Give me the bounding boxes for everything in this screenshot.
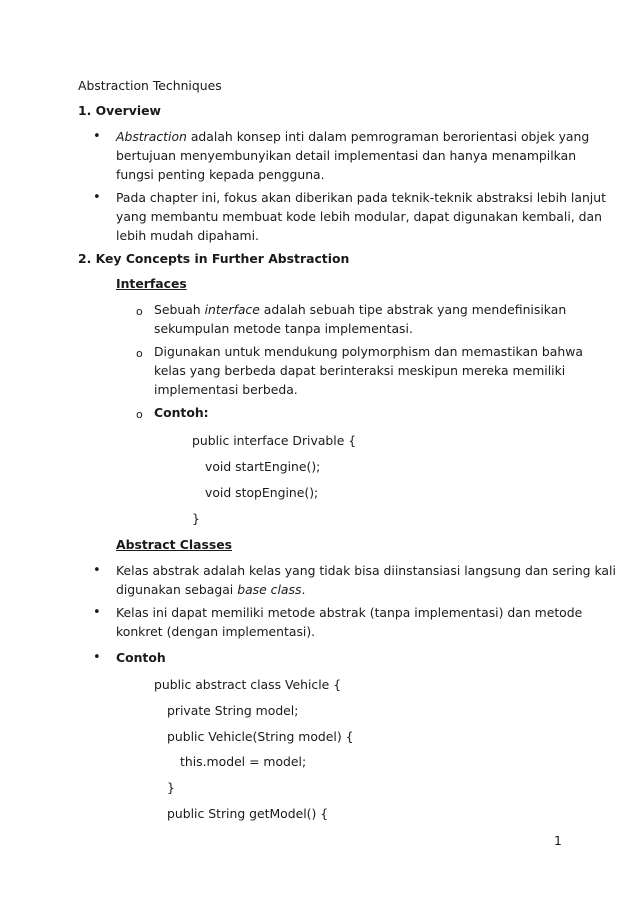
interface-bullet-1-text-b: adalah sebuah tipe abstrak yang mendefinisikan [259,302,567,317]
abstract-bullet-1-text-b: . [301,582,306,597]
interface-bullet-2-line-2: kelas yang berbeda dapat berinteraksi meskipun mereka memiliki [154,363,566,378]
code-line: void startEngine(); [205,459,321,474]
code-line: } [192,511,200,526]
term-interface: interface [204,302,260,317]
bullet-dot: • [93,605,101,620]
interfaces-heading: Interfaces [116,276,187,291]
page-number: 1 [554,833,562,848]
overview-bullet-2-line-3: lebih mudah dipahami. [116,228,260,243]
code-line: void stopEngine(); [205,485,319,500]
document-title: Abstraction Techniques [78,78,222,93]
interface-bullet-1-line-2: sekumpulan metode tanpa implementasi. [154,321,413,336]
abstract-example-label: Contoh [116,650,166,665]
code-line: public String getModel() { [167,806,329,821]
abstract-bullet-2-line-1: Kelas ini dapat memiliki metode abstrak (tanpa implementasi) dan metode [116,605,583,620]
abstract-bullet-2-line-2: konkret (dengan implementasi). [116,624,316,639]
overview-bullet-2-line-1: Pada chapter ini, fokus akan diberikan pada teknik-teknik abstraksi lebih lanjut [116,190,606,205]
bullet-circle: o [136,408,143,421]
interface-bullet-2-line-1: Digunakan untuk mendukung polymorphism dan memastikan bahwa [154,344,583,359]
interface-bullet-1-text-a: Sebuah [154,302,205,317]
bullet-circle: o [136,347,143,360]
bullet-dot: • [93,650,101,665]
abstract-bullet-1-line-2 [116,582,305,598]
abstract-classes-heading: Abstract Classes [116,537,233,552]
interface-bullet-2-line-3: implementasi berbeda. [154,382,298,397]
interface-bullet-1-line-1 [154,302,566,318]
overview-bullet-1-line-3: fungsi penting kepada pengguna. [116,167,325,182]
bullet-dot: • [93,129,101,144]
section-1-heading: 1. Overview [78,103,161,118]
interface-example-label: Contoh: [154,405,209,420]
term-base-class: base class [237,582,302,597]
term-abstraction: Abstraction [116,129,187,144]
code-line: public Vehicle(String model) { [167,729,354,744]
section-2-heading: 2. Key Concepts in Further Abstraction [78,251,350,266]
overview-bullet-1-line-1 [116,129,589,145]
overview-bullet-1-text: adalah konsep inti dalam pemrograman berorientasi objek yang [186,129,590,144]
abstract-bullet-1-line-1: Kelas abstrak adalah kelas yang tidak bisa diinstansiasi langsung dan sering kali [116,563,616,578]
overview-bullet-1-line-2: bertujuan menyembunyikan detail implementasi dan hanya menampilkan [116,148,577,163]
code-line: public abstract class Vehicle { [154,677,342,692]
bullet-circle: o [136,305,143,318]
bullet-dot: • [93,190,101,205]
code-line: private String model; [167,703,299,718]
code-line: this.model = model; [180,754,307,769]
code-line: public interface Drivable { [192,433,357,448]
abstract-bullet-1-text-a: digunakan sebagai [116,582,238,597]
bullet-dot: • [93,563,101,578]
code-line: } [167,780,175,795]
overview-bullet-2-line-2: yang membantu membuat kode lebih modular, dapat digunakan kembali, dan [116,209,602,224]
